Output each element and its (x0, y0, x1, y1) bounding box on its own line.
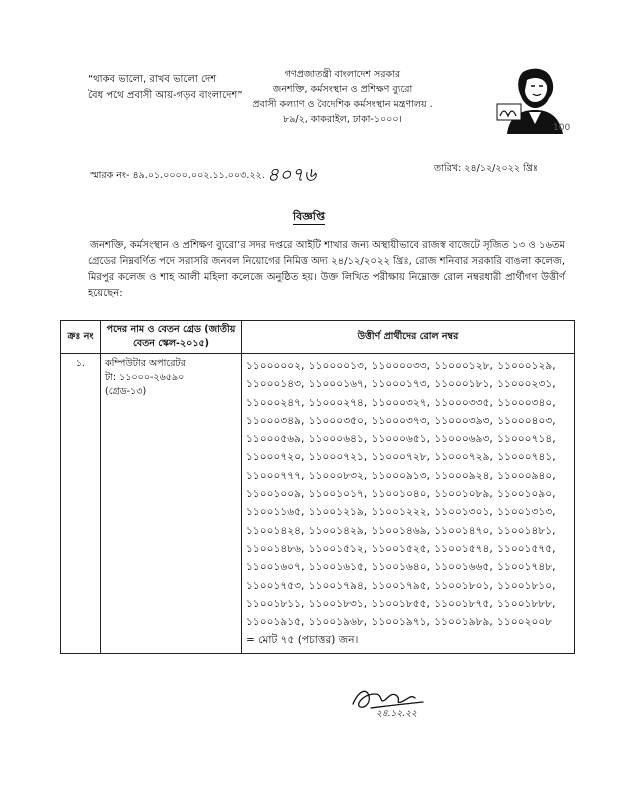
post-pay-scale: টা: ১১০০০-২৬৫৯০ (105, 372, 185, 383)
row-serial: ১. (61, 354, 101, 654)
notice-title: বিজ্ঞপ্তি (293, 210, 325, 223)
roll-numbers: ১১০০০০০২, ১১০০০০১৩, ১১০০০০৩৩, ১১০০০১২৮, ১১০০০১২৯, ১১০০০১৪৩, ১১০০০১৬৭, ১১০০০১৭৩, ১১০০০১৮১, ১১০০০২৩১, ১১০০০২৪৭, ১১০০০২৭৪, ১১০০০৩২৭, ১১০০০৩৩৫, ১১০০০৩৪০, ১১০০০৩৪৯, ১১০০০৩৫০, ১১০০০৩৭৩, ১১০০০৩৯৩, ১১০০০৪০৩, ১১০০০৫৬৯, ১১০০০৬৪১, ১১০০০৬৫১, ১১০০০৬৯৩, ১১০০০৭১৪, ১১০০০৭২০, ১১০০০৭২১, ১১০০০৭২৮, ১১০০০৭২৯, ১১০০০৭৪১, ১১০০০৭৭৭, ১১০০০৮৩২, ১১০০০৯১৩, ১১০০০৯২৪, ১১০০০৯৪০, ১১০০১০০৯, ১১০০১০১৭, ১১০০১০৪০, ১১০০১০৮৯, ১১০০১০৯০, ১১০০১১৬৫, ১১০০১২১৯, ১১০০১২২২, ১১০০১৩০১, ১১০০১৩১৩, ১১০০১৪২৪, ১১০০১৪২৯, ১১০০১৪৬৯, ১১০০১৪৭০, ১১০০১৪৮১, ১১০০১৪৮৬, ১১০০১৫১২, ১১০০১৫২৫, ১১০০১৫৭৪, ১১০০১৫৭৫, ১১০০১৬০৭, ১১০০১৬১৫, ১১০০১৬৪০, ১১০০১৬৬৫, ১১০০১৭৪৮, ১১০০১৭৫৩, ১১০০১৭৯৪, ১১০০১৭৯৫, ১১০০১৮০১, ১১০০১৮১০, ১১০০১৮১১, ১১০০১৮৩১, ১১০০১৮৫৫, ১১০০১৮৭৫, ১১০০১৮৮৮, ১১০০১৯১৫, ১১০০১৯৬৮, ১১০০১৯৭১, ১১০০১৯৮৯, ১১০০২০০৮ (246, 360, 556, 629)
memo-handwritten-number: ৪০৭৬ (266, 164, 317, 186)
row-post (101, 354, 242, 654)
govt-line-3: প্রবাসী কল্যাণ ও বৈদেশিক কর্মসংস্থান মন্ত্রণালয় . (252, 99, 433, 110)
result-table (60, 320, 575, 654)
table-row (61, 354, 575, 654)
notice-title-wrap (0, 208, 618, 227)
notice-body: জনশক্তি, কর্মসংস্থান ও প্রশিক্ষণ ব্যুরো’র সদর দপ্তরে আইটি শাখার জন্য অস্থায়ীভাবে রাজস্ব বাজেটে সৃজিত ১৩ ও ১৬তম গ্রেডের নিম্নবর্ণিত পদে সরাসরি জনবল নিয়োগের নিমিত্ত অদ্য ২৪/১২/২০২২ খ্রিঃ, রোজ শনিবার সরকারি বাঙলা কলেজ, মিরপুর কলেজ ও শাহ আলী মহিলা কলেজে অনুষ্ঠিত হয়। উক্ত লিখিত পরীক্ষায় নিম্নোক্ত রোল নম্বরধারী প্রার্থীগণ উত্তীর্ণ হয়েছেন: (88, 240, 565, 299)
signature-date: ২৪.১২.২২ (376, 709, 417, 719)
header-serial: ক্রঃ নং (61, 321, 101, 354)
row-rolls (242, 354, 575, 654)
memo-date: তারিখ: ২৪/১২/২০২২ খ্রিঃ (434, 163, 538, 174)
mujib-100-portrait-icon (493, 64, 573, 136)
government-header (240, 67, 445, 127)
memo-label: স্মারক নং- ৪৯.০১.০০০০.০০২.১১.০০৩.২২. (90, 170, 265, 181)
slogan-line-1: “থাকব ভালো, রাখব ভালো দেশ (88, 74, 217, 85)
svg-text:100: 100 (553, 123, 571, 133)
header-rolls: উত্তীর্ণ প্রার্থীদের রোল নম্বর (242, 321, 575, 354)
govt-line-2: জনশক্তি, কর্মসংস্থান ও প্রশিক্ষণ ব্যুরো (272, 84, 413, 95)
header-post: পদের নাম ও বেতন গ্রেড (জাতীয় বেতন স্কেল-২০১৫) (101, 321, 242, 354)
post-grade: (গ্রেড-১৩) (105, 386, 147, 397)
govt-line-1: গণপ্রজাতন্ত্রী বাংলাদেশ সরকার (284, 69, 401, 80)
table-header-row (61, 321, 575, 354)
post-name: কম্পিউটার অপারেটর (105, 358, 186, 369)
slogan-line-2: বৈধ পথে প্রবাসী আয়-গড়ব বাংলাদেশ” (88, 90, 243, 101)
memo-number (90, 161, 316, 193)
roll-total: = মোট ৭৫ (পচাত্তর) জন। (246, 634, 359, 647)
govt-line-4: ৮৯/২, কাকরাইল, ঢাকা-১০০০। (283, 114, 402, 125)
